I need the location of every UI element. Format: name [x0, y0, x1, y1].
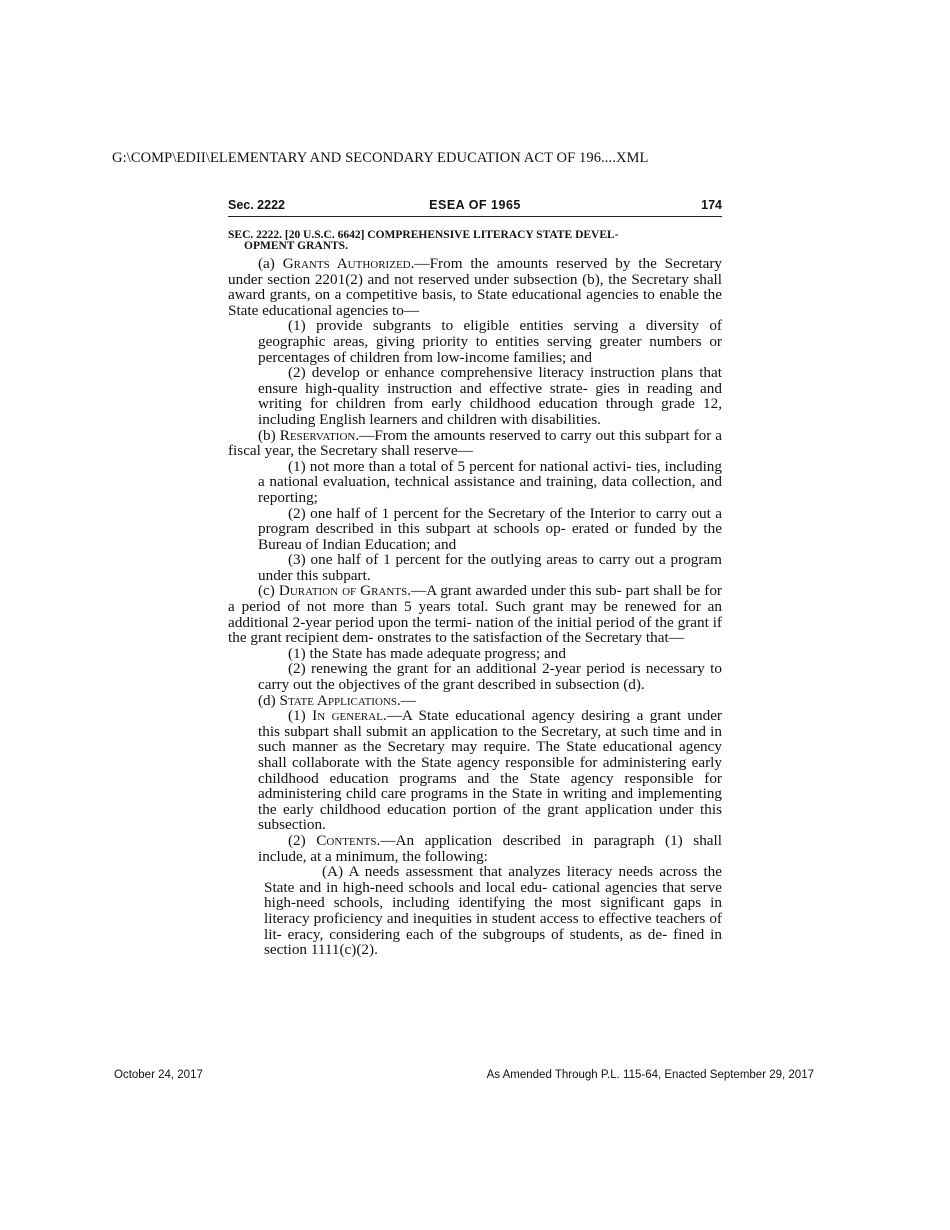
- subsection-a-prefix: (a): [258, 255, 283, 272]
- paragraph-b-2: (2) one half of 1 percent for the Secretary of the Interior to carry out a program described in this subpart at schools op- erated or funded by the Bureau of Indian Education; and: [258, 504, 722, 553]
- subsection-c-text: .—A grant awarded under this sub- part shall be for a period of not more than 5 years total. Such grant may be renewed for an additional 2-year period upon the termi- nation of the initial period of the grant if the grant recipient dem- onstrates to the satisfaction of the Secretary that—: [228, 582, 722, 647]
- running-head: [228, 198, 722, 217]
- subsection-a-heading: Grants Authorized: [282, 255, 411, 272]
- subsection-d-text: .—: [396, 691, 416, 709]
- subsection-c-prefix: (c): [258, 582, 279, 600]
- paragraph-d-1-prefix: (1): [288, 707, 313, 725]
- section-heading-line-1: SEC. 2222. [20 U.S.C. 6642] COMPREHENSIVE LITERACY STATE DEVEL-: [228, 229, 619, 241]
- document-body: [228, 230, 722, 958]
- paragraph-b-1: (1) not more than a total of 5 percent for national activi- ties, including a national evaluation, technical assistance and training, data collection, and reporting;: [258, 457, 722, 506]
- footer-date: October 24, 2017: [114, 1069, 203, 1081]
- subsection-b-text: .—From the amounts reserved to carry out this subpart for a fiscal year, the Secretary shall reserve—: [228, 426, 722, 460]
- subsection-c-heading: Duration of Grants: [278, 582, 408, 600]
- page-number: 174: [701, 198, 722, 212]
- paragraph-d-2: [228, 833, 722, 864]
- subsection-d: [228, 693, 722, 709]
- paragraph-b-3: (3) one half of 1 percent for the outlying areas to carry out a program under this subpart.: [258, 551, 722, 584]
- subsection-d-heading: State Applications: [279, 691, 397, 709]
- paragraph-a-2: (2) develop or enhance comprehensive literacy instruction plans that ensure high-quality instruction and effective strate- gies in reading and writing for children from early childhood education through grade 12, including English learners and children with disabilities.: [258, 364, 722, 428]
- running-head-section: Sec. 2222: [228, 198, 285, 212]
- section-heading-line-2: OPMENT GRANTS.: [244, 240, 348, 252]
- subsection-a: [228, 256, 722, 318]
- subsection-a-text: .—From the amounts reserved by the Secretary under section 2201(2) and not reserved under subsection (b), the Secretary shall award grants, on a competitive basis, to State educational agencies to enable the State educational agencies to—: [228, 255, 722, 319]
- subparagraph-d-2-A: (A) A needs assessment that analyzes literacy needs across the State and in high-need schools and local edu- cational agencies that serve high-need schools, including identifying the most significant gaps in literacy proficiency and inequities in student access to effective teachers of lit- eracy, considering each of the subgroups of students, as de- fined in section 1111(c)(2).: [264, 863, 722, 959]
- paragraph-d-2-heading: Contents: [316, 831, 377, 849]
- paragraph-d-2-prefix: (2): [288, 831, 317, 849]
- file-path: G:\COMP\EDII\ELEMENTARY AND SECONDARY EDUCATION ACT OF 196....XML: [112, 150, 649, 166]
- subsection-b-heading: Reservation: [279, 426, 356, 444]
- subsection-d-prefix: (d): [258, 691, 280, 709]
- subsection-b: [228, 428, 722, 459]
- paragraph-d-1-heading: In general: [312, 707, 383, 725]
- paragraph-d-1-text: .—A State educational agency desiring a grant under this subpart shall submit an application to the Secretary, at such time and in such manner as the Secretary may require. The State educational agency shall collaborate with the State agency responsible for administering early childhood education programs and the State agency responsible for administering child care programs in the State in writing and implementing the early childhood education portion of the grant application under this subsection.: [258, 707, 722, 834]
- paragraph-c-1: (1) the State has made adequate progress; and: [288, 644, 566, 662]
- subsection-b-prefix: (b): [258, 426, 280, 444]
- paragraph-d-2-text: .—An application described in paragraph (1) shall include, at a minimum, the following:: [258, 831, 722, 865]
- paragraph-d-1: [228, 708, 722, 833]
- paragraph-c-2: (2) renewing the grant for an additional 2-year period is necessary to carry out the objectives of the grant described in subsection (d).: [258, 660, 722, 694]
- running-head-title: ESEA OF 1965: [429, 198, 521, 212]
- footer-amendment-note: As Amended Through P.L. 115-64, Enacted September 29, 2017: [486, 1069, 814, 1081]
- paragraph-a-1: (1) provide subgrants to eligible entities serving a diversity of geographic areas, giving priority to entities serving greater numbers or percentages of children from low-income families; and: [258, 317, 722, 366]
- subsection-c: [228, 583, 722, 645]
- section-heading: [228, 230, 722, 252]
